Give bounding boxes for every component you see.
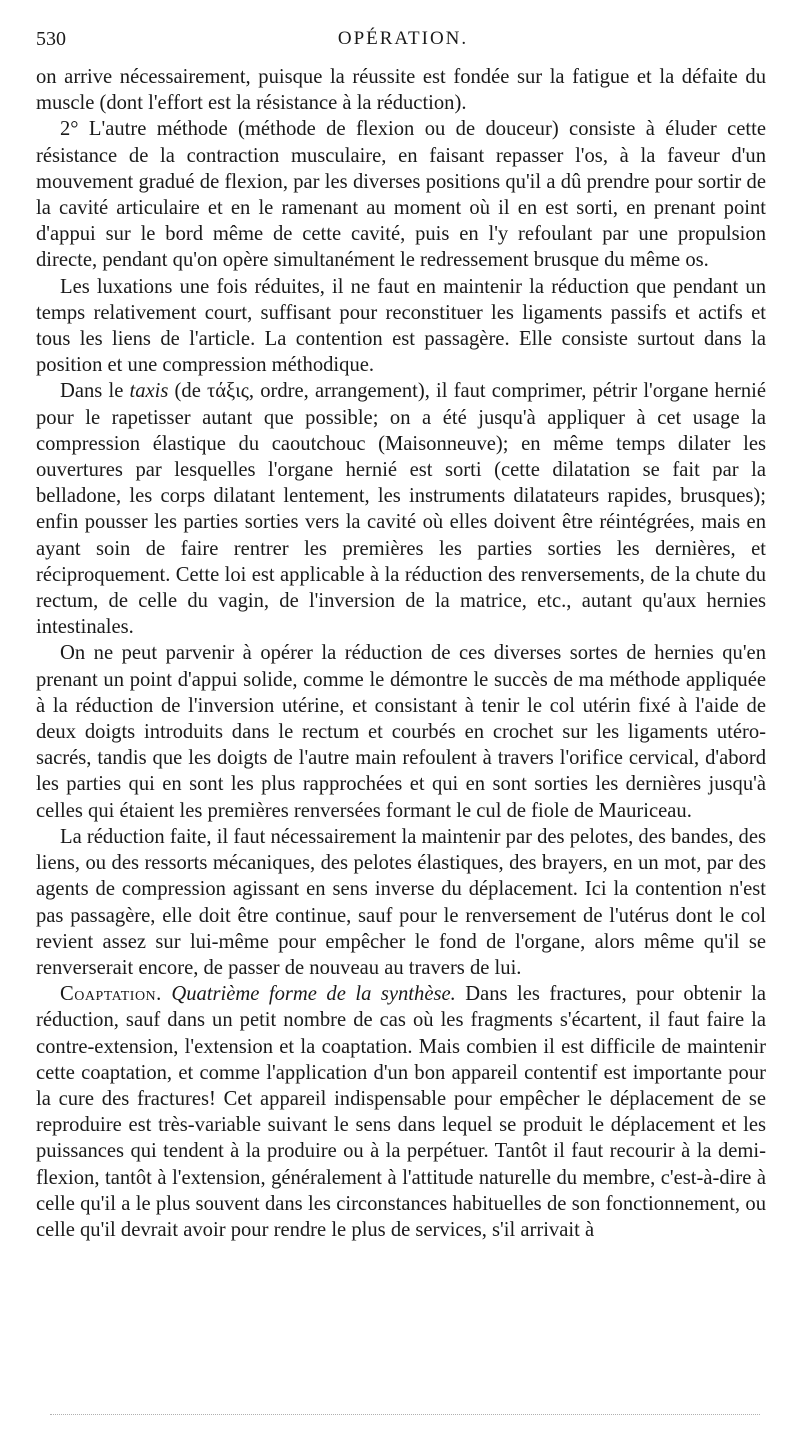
footer-rule xyxy=(50,1414,760,1415)
taxis-term: taxis xyxy=(129,380,169,403)
paragraph-uterine-inversion: On ne peut parvenir à opérer la réduction de ces diverses sortes de hernies qu'en prenant un point d'appui solide, comme le démontre le succès de ma méthode appliquée à la réduction de l'inversion utérine, et consistant à tenir le col utérin fixé à l'aide de deux doigts introduits dans le rectum et courbés en crochet sur les ligaments utéro-sacrés, tandis que les doigts de l'autre main refoulent à travers l'orifice cervical, d'abord les parties qui en sont les plus rapprochées et qui en sont sorties les dernières jusqu'à celles qui étaient les premières renversées formant le cul de fiole de Mauriceau. xyxy=(36,642,766,822)
section-heading-coaptation: Coaptation. xyxy=(60,983,162,1006)
page-number: 530 xyxy=(36,28,66,50)
paragraph-flexion-method: 2° L'autre méthode (méthode de flexion ou de douceur) consiste à éluder cette résistance de la contraction musculaire, en faisant repasser l'os, à la faveur d'un mouvement gradué de flexion, par les diverses positions qu'il a dû prendre pour sortir de la cavité articulaire et en le ramenant au moment où il en est sorti, en prenant point d'appui sur le bord même de cette cavité, puis en l'y refoulant par une propulsion directe, pendant qu'on opère simultanément le redressement brusque du même os. xyxy=(36,118,766,272)
paragraph-contention: La réduction faite, il faut nécessairement la maintenir par des pelotes, des bandes, des liens, ou des ressorts mécaniques, des pelotes élastiques, des brayers, en un mot, par des agents de compression agissant en sens inverse du déplacement. Ici la contention n'est pas passagère, elle doit être continue, sauf pour le renversement de l'utérus dont le col revient assez sur lui-même pour empêcher le fond de l'organe, alors même qu'il se renverserait encore, de passer de nouveau au travers de lui. xyxy=(36,825,766,979)
paragraph-taxis xyxy=(36,378,766,640)
paragraph-coaptation xyxy=(36,981,766,1243)
coaptation-text: Dans les fractures, pour obtenir la réduction, sauf dans un petit nombre de cas où les fragments s'écartent, il faut faire la contre-extension, l'extension et la coaptation. Mais combien il est difficile de maintenir cette coaptation, et comme l'application d'un bon appareil contentif est importante pour la cure des fractures! Cet appareil indispensable pour empêcher le déplacement de se reproduire est très-variable suivant le sens dans lequel se produit le déplacement et les puissances qui tendent à la produire ou à la perpétuer. Tantôt il faut recourir à la demi-flexion, tantôt à l'extension, généralement à l'attitude naturelle du membre, c'est-à-dire à celle qu'il a le plus souvent dans les circonstances habituelles de son fonctionnement, ou celle qu'il devrait avoir pour rendre le plus de services, s'il arrivait à xyxy=(36,983,766,1241)
taxis-lead: Dans le xyxy=(60,380,130,403)
page-header xyxy=(36,28,770,56)
paragraph-luxations: Les luxations une fois réduites, il ne faut en maintenir la réduction que pendant un temps relativement court, suffisant pour reconstituer les ligaments passifs et actifs et tous les liens de l'article. La contention est passagère. Elle consiste surtout dans la position et une compression méthodique. xyxy=(36,275,766,377)
running-title: OPÉRATION. xyxy=(337,28,469,49)
body-text xyxy=(36,64,766,1243)
paragraph-continuation: on arrive nécessairement, puisque la réussite est fondée sur la fatigue et la défaite du muscle (dont l'effort est la résistance à la réduction). xyxy=(36,66,766,115)
taxis-text: (de τάξις, ordre, arrangement), il faut comprimer, pétrir l'organe hernié pour le rapetisser autant que possible; on a été jusqu'à appliquer à cet usage la compression élastique du caoutchouc (Maisonneuve); en même temps dilater les ouvertures par lesquelles l'organe hernié est sorti (cette dilatation se fait par la belladone, les corps dilatant lentement, les instruments dilatateurs rapides, brusques); enfin pousser les parties sorties vers la cavité où elles doivent être réintégrées, mais en ayant soin de faire rentrer les premières les parties sorties les dernières, et réciproquement. Cette loi est applicable à la réduction des renversements, de la chute du rectum, de celle du vagin, de l'inversion de la matrice, etc., autant qu'aux hernies intestinales. xyxy=(36,380,767,639)
section-subtitle: Quatrième forme de la synthèse. xyxy=(171,983,456,1006)
